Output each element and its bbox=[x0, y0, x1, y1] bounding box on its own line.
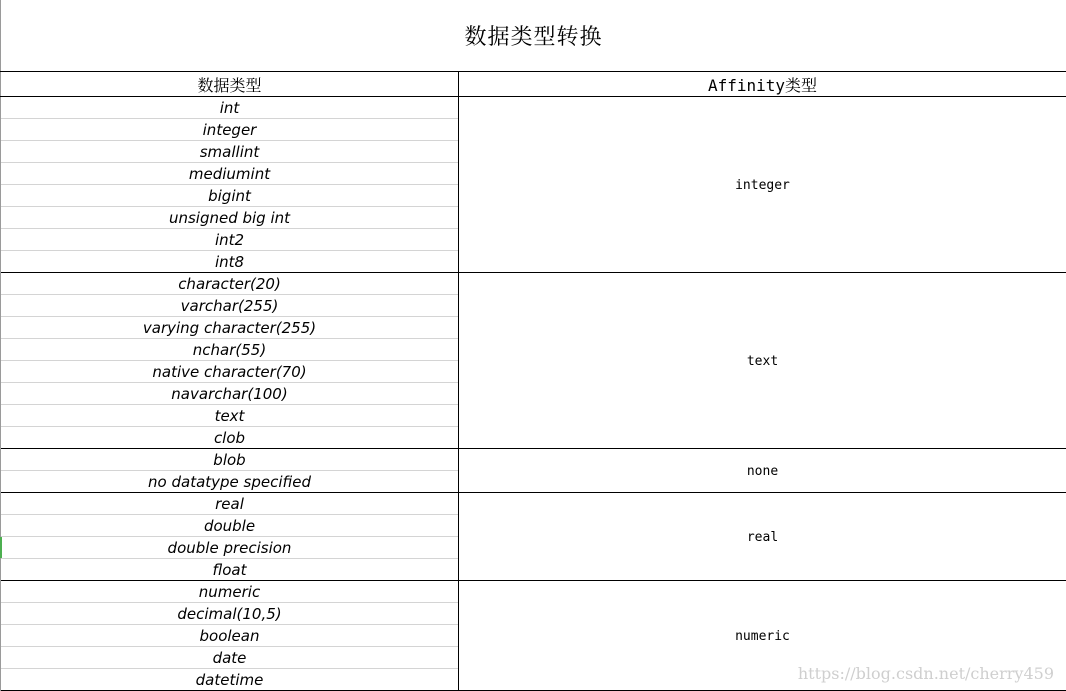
data-type-cell: datetime bbox=[1, 669, 458, 691]
data-type-cell: decimal(10,5) bbox=[1, 603, 458, 625]
data-type-cell: date bbox=[1, 647, 458, 669]
header-data-type: 数据类型 bbox=[197, 75, 262, 95]
watermark: https://blog.csdn.net/cherry459 bbox=[797, 664, 1054, 683]
data-type-cell: double precision bbox=[1, 537, 458, 559]
data-type-cell: bigint bbox=[1, 185, 458, 207]
selection-marker bbox=[0, 537, 2, 558]
data-type-cell: native character(70) bbox=[1, 361, 458, 383]
data-type-cell: no datatype specified bbox=[1, 471, 458, 493]
data-type-cell: float bbox=[1, 559, 458, 581]
affinity-cell: real bbox=[746, 529, 779, 545]
affinity-cell: integer bbox=[735, 177, 790, 193]
data-type-cell: int8 bbox=[1, 251, 458, 273]
data-type-cell: text bbox=[1, 405, 458, 427]
data-type-cell: character(20) bbox=[1, 273, 458, 295]
table-title: 数据类型转换 bbox=[464, 25, 603, 50]
data-type-cell: blob bbox=[1, 449, 458, 471]
data-type-cell: varchar(255) bbox=[1, 295, 458, 317]
group-border bbox=[458, 272, 1066, 273]
data-type-cell: int2 bbox=[1, 229, 458, 251]
data-type-cell: varying character(255) bbox=[1, 317, 458, 339]
data-type-cell: int bbox=[1, 97, 458, 119]
group-border bbox=[458, 580, 1066, 581]
group-border bbox=[458, 448, 1066, 449]
group-border bbox=[458, 492, 1066, 493]
header-affinity: Affinity类型 bbox=[707, 75, 818, 95]
affinity-cell: numeric bbox=[735, 628, 790, 644]
data-type-cell: mediumint bbox=[1, 163, 458, 185]
data-type-cell: smallint bbox=[1, 141, 458, 163]
data-type-cell: unsigned big int bbox=[1, 207, 458, 229]
data-type-cell: numeric bbox=[1, 581, 458, 603]
affinity-cell: text bbox=[746, 353, 779, 369]
data-type-cell: boolean bbox=[1, 625, 458, 647]
affinity-cell: none bbox=[746, 463, 779, 479]
data-type-cell: nchar(55) bbox=[1, 339, 458, 361]
data-type-cell: clob bbox=[1, 427, 458, 449]
data-type-cell: integer bbox=[1, 119, 458, 141]
data-type-cell: real bbox=[1, 493, 458, 515]
data-type-cell: navarchar(100) bbox=[1, 383, 458, 405]
data-type-column bbox=[1, 97, 458, 691]
data-type-cell: double bbox=[1, 515, 458, 537]
